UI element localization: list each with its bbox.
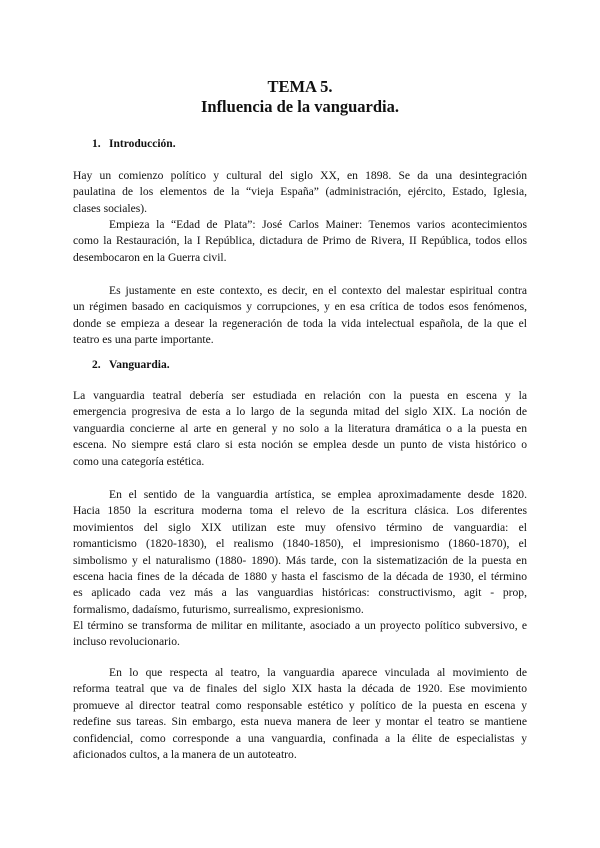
paragraph-line: vanguardia concierne al arte en general y no solo a la literatura dramática o a la puesta en (73, 421, 527, 435)
section-title: Introducción. (109, 138, 176, 150)
paragraph-line: escena hacia fines de la década de 1880 y hasta el fascismo de la década de 1930, el término (73, 570, 527, 584)
paragraph-line: formalismo, dadaísmo, futurismo, surrealismo, expresionismo. (73, 602, 364, 616)
paragraph-line: un régimen basado en caciquismos y corrupciones, y en esa crítica de todos esos fenómenos, (73, 300, 527, 314)
paragraph-line: romanticismo (1820-1830), el realismo (1840-1850), el impresionismo (1860-1870), el (73, 537, 527, 551)
paragraph-line: El término se transforma de militar en militante, asociado a un proyecto político subversivo, e (73, 619, 527, 632)
paragraph-line: simbolismo y el naturalismo (1880- 1890). Más tarde, con la sistematización de la puesta en (73, 553, 527, 567)
paragraph (73, 388, 527, 470)
document-title-topic: TEMA 5. (267, 77, 333, 96)
paragraph (73, 618, 527, 651)
section-heading-introduccion (92, 137, 176, 151)
paragraph-line: clases sociales). (73, 201, 148, 215)
paragraph-line: incluso revolucionario. (73, 635, 180, 649)
paragraph-line: como la Restauración, la I República, dictadura de Primo de Rivera, II República, todos ellos (73, 234, 527, 248)
paragraph (73, 283, 527, 349)
document-title: Influencia de la vanguardia. (200, 97, 400, 116)
paragraph-line: Es justamente en este contexto, es decir, en el contexto del malestar espiritual contra (109, 284, 527, 297)
section-number: 2. (92, 359, 101, 371)
paragraph-line: Hacia 1850 la escritura moderna toma el relevo de la escritura clásica. Los diferentes (73, 504, 527, 518)
paragraph-line: En lo que respecta al teatro, la vanguardia aparece vinculada al movimiento de (109, 666, 527, 679)
paragraph-line: donde se empieza a desear la regeneración de toda la vida intelectual española, de la que el (73, 316, 527, 330)
paragraph-line: como una categoría estética. (73, 454, 205, 468)
paragraph (73, 665, 527, 763)
paragraph-line: redefine sus tareas. Sin embargo, esta nueva manera de leer y montar el teatro se mantiene (73, 715, 527, 729)
paragraph-line: promueve al director teatral como responsable estético y político de la puesta en escena y (73, 698, 527, 712)
paragraph-line: emergencia progresiva de esta a lo largo de la segunda mitad del siglo XIX. La noción de (73, 405, 527, 419)
paragraph-line: En el sentido de la vanguardia artística, se emplea aproximadamente desde 1820. (109, 488, 527, 501)
paragraph-line: movimientos del siglo XIX utilizan este muy ofensivo término de vanguardia: el (73, 520, 527, 534)
paragraph (73, 487, 527, 618)
paragraph-line: paulatina de los elementos de la “vieja España” (administración, ejército, Estado, Iglesia, (73, 185, 527, 199)
section-heading-vanguardia (92, 358, 170, 372)
paragraph-line: confidencial, como corresponde a una vanguardia, confinada a la élite de especialistas y (73, 731, 527, 745)
paragraph-line: es aplicado cada vez más a las vanguardias históricas: constructivismo, agit - prop, (73, 586, 527, 600)
paragraph-line: Hay un comienzo político y cultural del siglo XX, en 1898. Se da una desintegración (73, 169, 527, 182)
paragraph-line: aficionados cultos, a la manera de un autoteatro. (73, 748, 297, 762)
paragraph-line: reforma teatral que va de finales del siglo XIX hasta la década de 1920. Ese movimiento (73, 682, 527, 696)
paragraph-line: desembocaron en la Guerra civil. (73, 250, 227, 264)
paragraph-line: escena. No siempre está claro si esta noción se emplea desde un punto de vista histórico o (73, 438, 527, 452)
section-title: Vanguardia. (109, 359, 170, 371)
paragraph-line: La vanguardia teatral debería ser estudiada en relación con la puesta en escena y la (73, 389, 527, 402)
paragraph-line: teatro es una parte importante. (73, 333, 214, 347)
paragraph (73, 217, 527, 266)
section-number: 1. (92, 138, 101, 150)
paragraph-line: Empieza la “Edad de Plata”: José Carlos Mainer: Tenemos varios acontecimientos (109, 218, 527, 231)
paragraph (73, 168, 527, 217)
